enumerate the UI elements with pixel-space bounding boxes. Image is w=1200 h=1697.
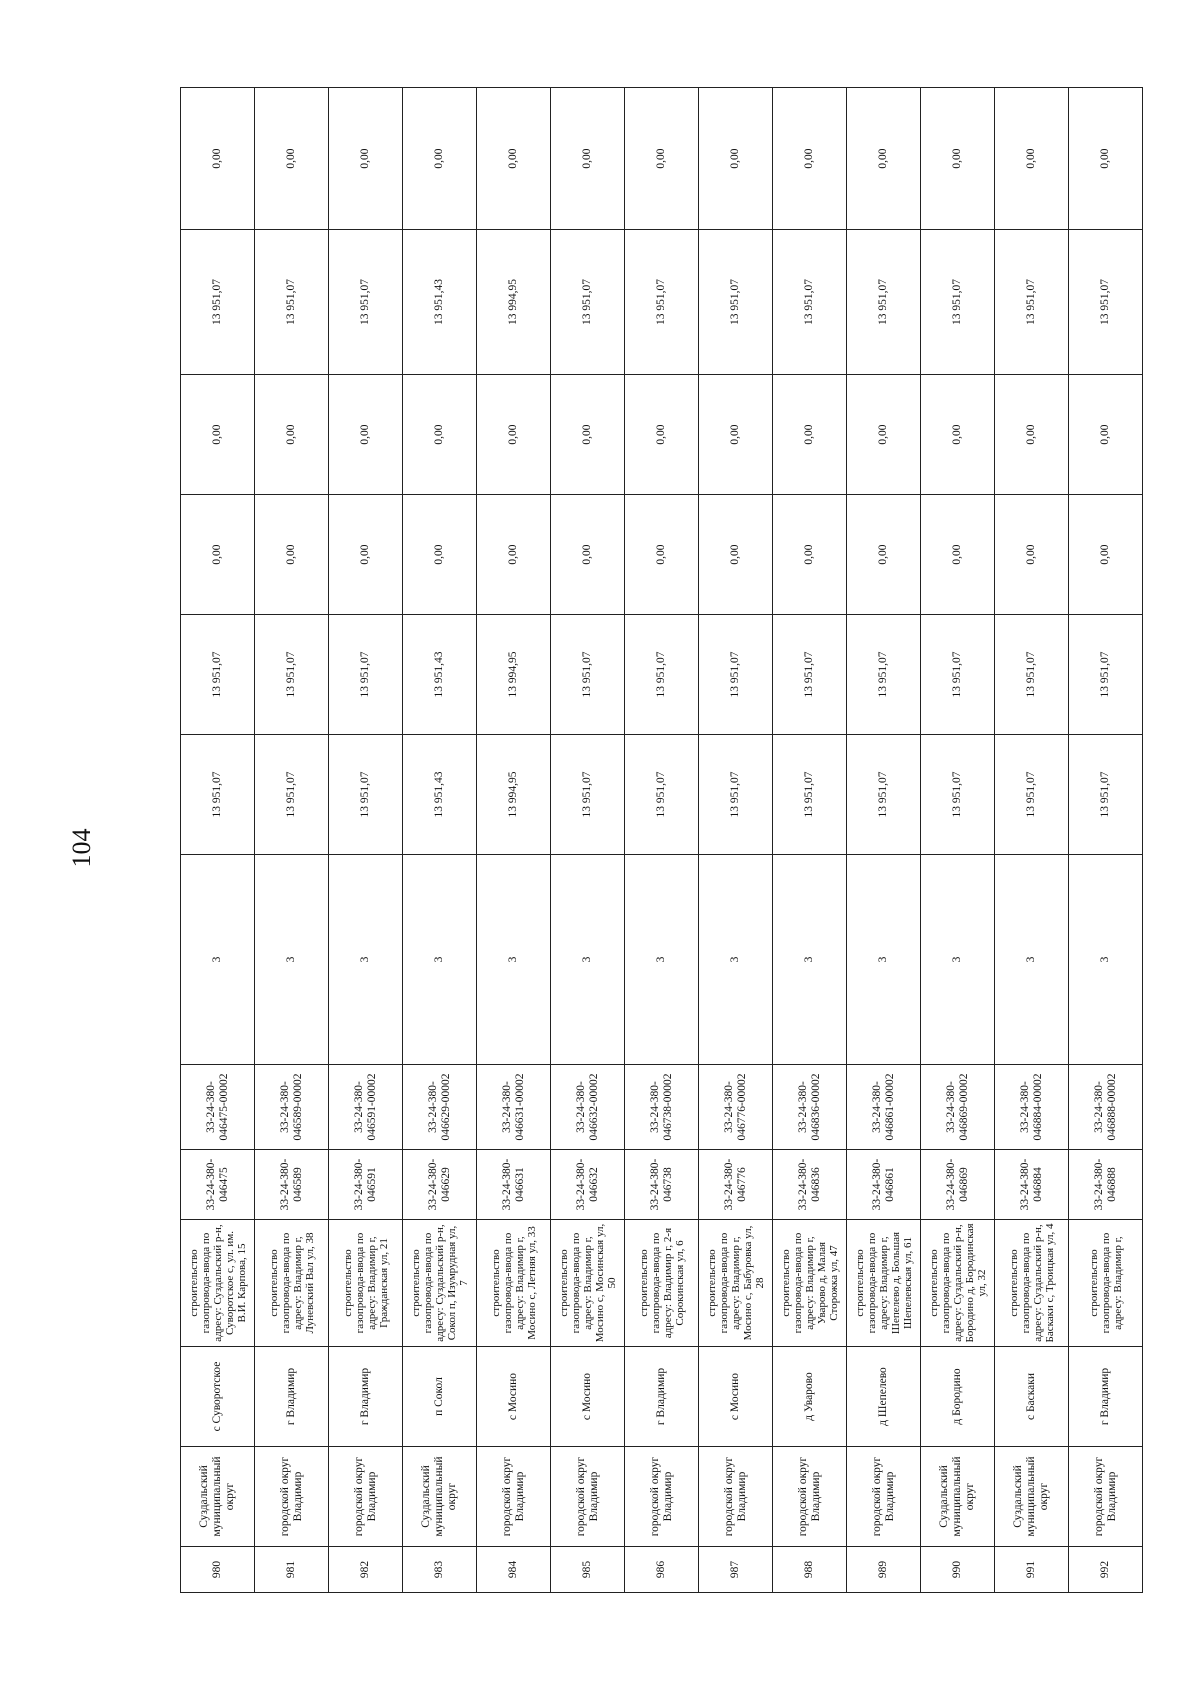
amount-cell: 13 951,07	[551, 735, 625, 855]
row-number-cell: 980	[181, 1547, 255, 1593]
municipality-cell: городской округ Владимир	[847, 1447, 921, 1547]
amount-cell: 13 951,07	[255, 230, 329, 375]
table-row	[329, 88, 403, 1593]
amount-cell: 0,00	[403, 495, 477, 615]
amount-cell: 0,00	[921, 375, 995, 495]
description-cell: строительство газопровода-ввода по адресу: Владимир г, Уварово д, Малая Сторожка ул, 47	[773, 1220, 847, 1347]
amount-cell: 0,00	[773, 88, 847, 230]
amount-cell: 13 994,95	[477, 615, 551, 735]
cadastral-number-cell: 33-24-380-046738	[625, 1150, 699, 1220]
category-cell: 3	[1069, 855, 1143, 1065]
category-cell: 3	[625, 855, 699, 1065]
category-cell: 3	[329, 855, 403, 1065]
description-cell: строительство газопровода-ввода по адресу: Владимир г, Мосино с, Бабуровка ул, 28	[699, 1220, 773, 1347]
table-row	[551, 88, 625, 1593]
amount-cell: 13 951,07	[773, 615, 847, 735]
amount-cell: 0,00	[255, 375, 329, 495]
description-cell: строительство газопровода-ввода по адресу: Владимир г, Мосино с, Летняя ул, 33	[477, 1220, 551, 1347]
amount-cell: 0,00	[847, 88, 921, 230]
row-number-cell: 989	[847, 1547, 921, 1593]
table-row	[1069, 88, 1143, 1593]
amount-cell: 13 951,07	[699, 735, 773, 855]
contract-number-cell: 33-24-380-046884-00002	[995, 1065, 1069, 1150]
amount-cell: 0,00	[329, 375, 403, 495]
row-number-cell: 988	[773, 1547, 847, 1593]
amount-cell: 0,00	[551, 375, 625, 495]
contract-number-cell: 33-24-380-046776-00002	[699, 1065, 773, 1150]
amount-cell: 0,00	[625, 375, 699, 495]
contract-number-cell: 33-24-380-046629-00002	[403, 1065, 477, 1150]
category-cell: 3	[255, 855, 329, 1065]
settlement-cell: г Владимир	[1069, 1347, 1143, 1447]
amount-cell: 13 951,07	[1069, 735, 1143, 855]
amount-cell: 0,00	[477, 88, 551, 230]
category-cell: 3	[773, 855, 847, 1065]
table-row	[699, 88, 773, 1593]
amount-cell: 0,00	[403, 88, 477, 230]
category-cell: 3	[921, 855, 995, 1065]
amount-cell: 13 951,07	[847, 230, 921, 375]
amount-cell: 13 951,07	[773, 230, 847, 375]
amount-cell: 0,00	[995, 495, 1069, 615]
contract-number-cell: 33-24-380-046631-00002	[477, 1065, 551, 1150]
table-row	[625, 88, 699, 1593]
amount-cell: 13 951,07	[1069, 230, 1143, 375]
table-row	[773, 88, 847, 1593]
settlement-cell: с Мосино	[551, 1347, 625, 1447]
amount-cell: 13 951,07	[181, 230, 255, 375]
description-cell: строительство газопровода-ввода по адресу: Владимир г, Луневский Вал ул, 38	[255, 1220, 329, 1347]
cadastral-number-cell: 33-24-380-046589	[255, 1150, 329, 1220]
amount-cell: 0,00	[477, 375, 551, 495]
cadastral-number-cell: 33-24-380-046776	[699, 1150, 773, 1220]
amount-cell: 0,00	[255, 88, 329, 230]
table-body	[181, 88, 1143, 1593]
municipality-cell: Суздальский муниципальный округ	[181, 1447, 255, 1547]
amount-cell: 13 951,07	[551, 615, 625, 735]
description-cell: строительство газопровода-ввода по адресу: Владимир г, Гражданская ул, 21	[329, 1220, 403, 1347]
amount-cell: 13 951,07	[773, 735, 847, 855]
description-cell: строительство газопровода-ввода по адресу: Суздальский р-н, Баскаки с, Троицкая ул, 4	[995, 1220, 1069, 1347]
contract-number-cell: 33-24-380-046589-00002	[255, 1065, 329, 1150]
amount-cell: 13 951,07	[921, 615, 995, 735]
amount-cell: 13 951,07	[329, 735, 403, 855]
amount-cell: 13 951,07	[625, 615, 699, 735]
settlement-cell: с Мосино	[477, 1347, 551, 1447]
amount-cell: 0,00	[1069, 88, 1143, 230]
page-number: 104	[67, 828, 96, 868]
settlement-cell: г Владимир	[625, 1347, 699, 1447]
amount-cell: 0,00	[773, 495, 847, 615]
amount-cell: 0,00	[921, 88, 995, 230]
amount-cell: 13 951,07	[699, 230, 773, 375]
category-cell: 3	[699, 855, 773, 1065]
amount-cell: 0,00	[255, 495, 329, 615]
amount-cell: 13 951,07	[921, 230, 995, 375]
category-cell: 3	[551, 855, 625, 1065]
amount-cell: 0,00	[1069, 375, 1143, 495]
municipality-cell: городской округ Владимир	[699, 1447, 773, 1547]
settlement-cell: с Суворотское	[181, 1347, 255, 1447]
settlement-cell: с Мосино	[699, 1347, 773, 1447]
amount-cell: 13 951,07	[847, 735, 921, 855]
row-number-cell: 982	[329, 1547, 403, 1593]
amount-cell: 13 951,07	[995, 615, 1069, 735]
municipality-cell: городской округ Владимир	[551, 1447, 625, 1547]
category-cell: 3	[403, 855, 477, 1065]
amount-cell: 0,00	[329, 88, 403, 230]
row-number-cell: 985	[551, 1547, 625, 1593]
amount-cell: 0,00	[847, 495, 921, 615]
contract-number-cell: 33-24-380-046861-00002	[847, 1065, 921, 1150]
table-row	[255, 88, 329, 1593]
row-number-cell: 987	[699, 1547, 773, 1593]
description-cell: строительство газопровода-ввода по адресу: Владимир г, Мосино с, Мосинская ул, 50	[551, 1220, 625, 1347]
settlement-cell: с Баскаки	[995, 1347, 1069, 1447]
row-number-cell: 981	[255, 1547, 329, 1593]
municipality-cell: Суздальский муниципальный округ	[403, 1447, 477, 1547]
contract-number-cell: 33-24-380-046632-00002	[551, 1065, 625, 1150]
contract-number-cell: 33-24-380-046738-00002	[625, 1065, 699, 1150]
cadastral-number-cell: 33-24-380-046861	[847, 1150, 921, 1220]
description-cell: строительство газопровода-ввода по адресу: Суздальский р-н, Сокол п, Изумрудная ул, 7	[403, 1220, 477, 1347]
municipality-cell: городской округ Владимир	[477, 1447, 551, 1547]
municipality-cell: городской округ Владимир	[625, 1447, 699, 1547]
amount-cell: 0,00	[921, 495, 995, 615]
municipality-cell: городской округ Владимир	[329, 1447, 403, 1547]
amount-cell: 0,00	[699, 375, 773, 495]
amount-cell: 13 951,07	[921, 735, 995, 855]
amount-cell: 13 951,07	[995, 735, 1069, 855]
contract-number-cell: 33-24-380-046869-00002	[921, 1065, 995, 1150]
amount-cell: 13 951,07	[625, 735, 699, 855]
cadastral-number-cell: 33-24-380-046629	[403, 1150, 477, 1220]
contract-number-cell: 33-24-380-046836-00002	[773, 1065, 847, 1150]
cadastral-number-cell: 33-24-380-046631	[477, 1150, 551, 1220]
cadastral-number-cell: 33-24-380-046475	[181, 1150, 255, 1220]
settlement-cell: г Владимир	[255, 1347, 329, 1447]
category-cell: 3	[181, 855, 255, 1065]
municipality-cell: городской округ Владимир	[773, 1447, 847, 1547]
cadastral-number-cell: 33-24-380-046632	[551, 1150, 625, 1220]
amount-cell: 0,00	[995, 88, 1069, 230]
amount-cell: 13 951,07	[181, 615, 255, 735]
amount-cell: 13 951,43	[403, 735, 477, 855]
settlement-cell: д Уварово	[773, 1347, 847, 1447]
settlement-cell: г Владимир	[329, 1347, 403, 1447]
amount-cell: 13 951,07	[995, 230, 1069, 375]
table-row	[847, 88, 921, 1593]
amount-cell: 0,00	[847, 375, 921, 495]
municipality-cell: городской округ Владимир	[1069, 1447, 1143, 1547]
municipality-cell: Суздальский муниципальный округ	[995, 1447, 1069, 1547]
municipality-cell: городской округ Владимир	[255, 1447, 329, 1547]
contract-number-cell: 33-24-380-046888-00002	[1069, 1065, 1143, 1150]
amount-cell: 0,00	[625, 88, 699, 230]
amount-cell: 13 951,43	[403, 230, 477, 375]
row-number-cell: 983	[403, 1547, 477, 1593]
settlement-cell: д Шепелево	[847, 1347, 921, 1447]
row-number-cell: 991	[995, 1547, 1069, 1593]
contract-number-cell: 33-24-380-046591-00002	[329, 1065, 403, 1150]
amount-cell: 13 951,07	[329, 615, 403, 735]
amount-cell: 0,00	[1069, 495, 1143, 615]
cadastral-number-cell: 33-24-380-046884	[995, 1150, 1069, 1220]
amount-cell: 0,00	[699, 88, 773, 230]
amount-cell: 13 951,07	[625, 230, 699, 375]
amount-cell: 0,00	[329, 495, 403, 615]
amount-cell: 13 951,43	[403, 615, 477, 735]
row-number-cell: 984	[477, 1547, 551, 1593]
amount-cell: 0,00	[181, 495, 255, 615]
category-cell: 3	[847, 855, 921, 1065]
amount-cell: 13 951,07	[255, 735, 329, 855]
amount-cell: 0,00	[181, 375, 255, 495]
amount-cell: 13 951,07	[329, 230, 403, 375]
category-cell: 3	[995, 855, 1069, 1065]
settlement-cell: п Сокол	[403, 1347, 477, 1447]
amount-cell: 0,00	[995, 375, 1069, 495]
amount-cell: 13 951,07	[181, 735, 255, 855]
amount-cell: 13 994,95	[477, 735, 551, 855]
table-row	[477, 88, 551, 1593]
amount-cell: 0,00	[551, 495, 625, 615]
amount-cell: 13 951,07	[1069, 615, 1143, 735]
amount-cell: 0,00	[181, 88, 255, 230]
gas-connection-table	[180, 87, 1143, 1593]
amount-cell: 0,00	[773, 375, 847, 495]
amount-cell: 0,00	[625, 495, 699, 615]
description-cell: строительство газопровода-ввода по адресу: Владимир г,	[1069, 1220, 1143, 1347]
cadastral-number-cell: 33-24-380-046836	[773, 1150, 847, 1220]
amount-cell: 0,00	[699, 495, 773, 615]
amount-cell: 0,00	[551, 88, 625, 230]
row-number-cell: 990	[921, 1547, 995, 1593]
table-row	[403, 88, 477, 1593]
cadastral-number-cell: 33-24-380-046869	[921, 1150, 995, 1220]
row-number-cell: 992	[1069, 1547, 1143, 1593]
description-cell: строительство газопровода-ввода по адресу: Владимир г, 2-я Сорокинская ул, 6	[625, 1220, 699, 1347]
description-cell: строительство газопровода-ввода по адресу: Суздальский р-н, Суворотское с, ул. им. В.И. Карпова, 15	[181, 1220, 255, 1347]
amount-cell: 13 951,07	[699, 615, 773, 735]
table-row	[181, 88, 255, 1593]
amount-cell: 13 951,07	[847, 615, 921, 735]
table-row	[921, 88, 995, 1593]
amount-cell: 13 994,95	[477, 230, 551, 375]
category-cell: 3	[477, 855, 551, 1065]
municipality-cell: Суздальский муниципальный округ	[921, 1447, 995, 1547]
rotated-table-wrapper	[180, 87, 1143, 1593]
settlement-cell: д Бородино	[921, 1347, 995, 1447]
contract-number-cell: 33-24-380-046475-00002	[181, 1065, 255, 1150]
row-number-cell: 986	[625, 1547, 699, 1593]
description-cell: строительство газопровода-ввода по адресу: Суздальский р-н, Бородино д, Бородинская ул, 32	[921, 1220, 995, 1347]
table-row	[995, 88, 1069, 1593]
cadastral-number-cell: 33-24-380-046888	[1069, 1150, 1143, 1220]
amount-cell: 0,00	[477, 495, 551, 615]
amount-cell: 13 951,07	[255, 615, 329, 735]
cadastral-number-cell: 33-24-380-046591	[329, 1150, 403, 1220]
description-cell: строительство газопровода-ввода по адресу: Владимир г, Шепелево д, Большая Шепелевская ул, 61	[847, 1220, 921, 1347]
amount-cell: 13 951,07	[551, 230, 625, 375]
amount-cell: 0,00	[403, 375, 477, 495]
